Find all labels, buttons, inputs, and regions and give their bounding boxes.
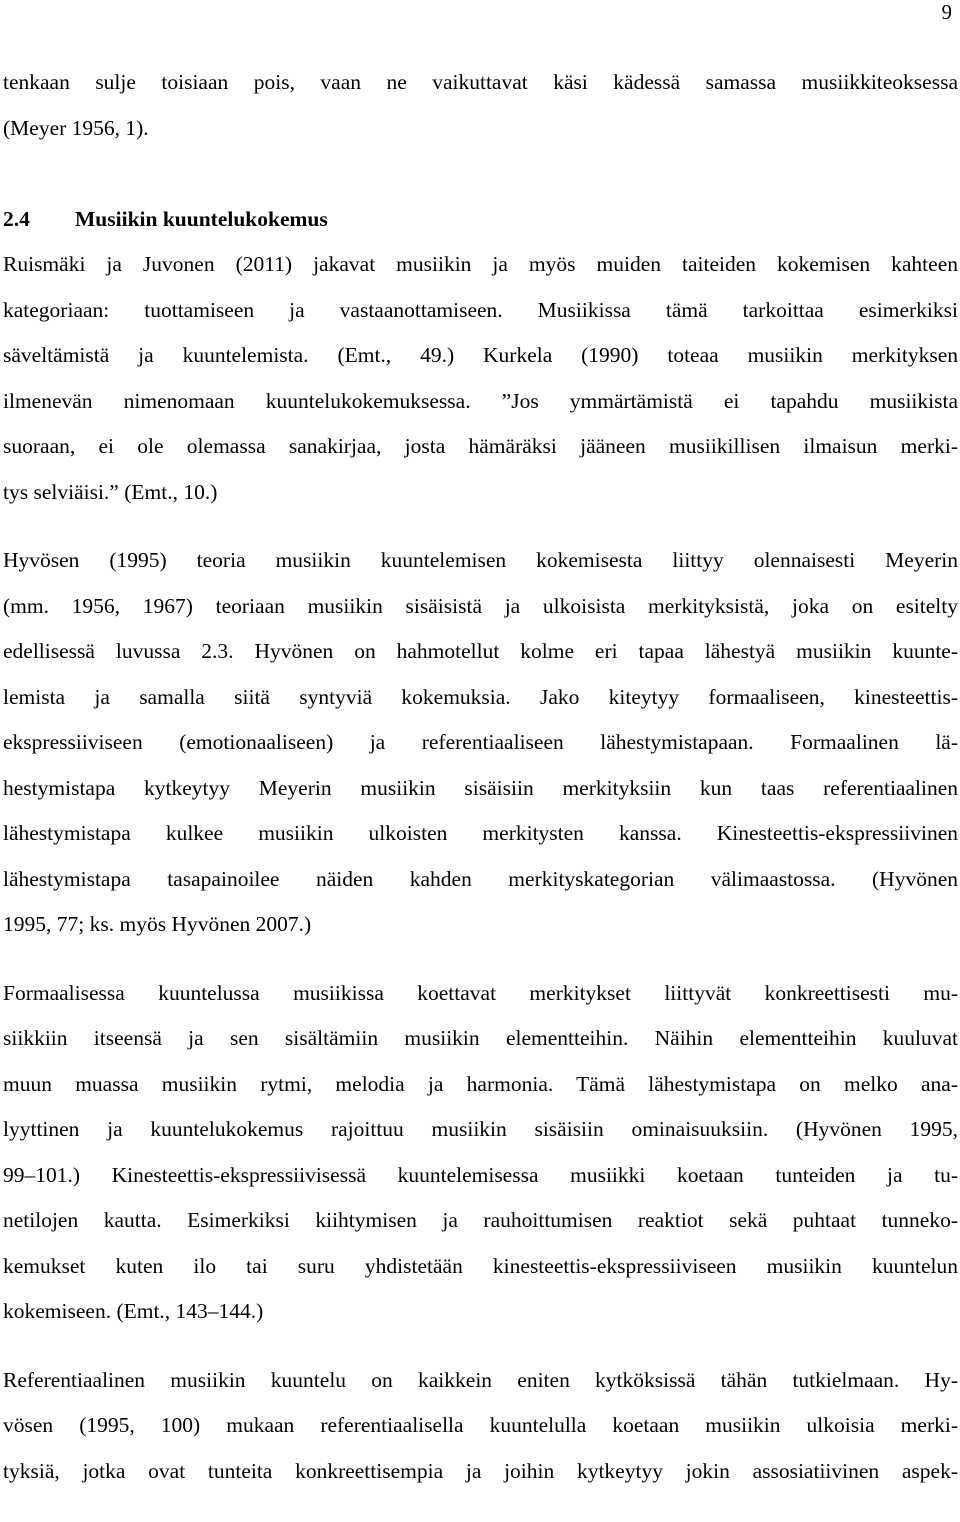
text-line: netilojen kautta. Esimerkiksi kiihtymisen ja rauhoittumisen reaktiot sekä puhtaat tunneko- — [3, 1208, 958, 1232]
text-line: tenkaan sulje toisiaan pois, vaan ne vaikuttavat käsi kädessä samassa musiikkiteoksessa — [3, 70, 958, 94]
text-line: Formaalisessa kuuntelussa musiikissa koettavat merkitykset liittyvät konkreettisesti mu- — [3, 980, 958, 1005]
paragraph-gap — [3, 151, 958, 197]
paragraph-4 — [3, 1358, 958, 1495]
text-line: suoraan, ei ole olemassa sanakirjaa, josta hämäräksi jääneen musiikillisen ilmaisun merki- — [3, 434, 958, 458]
text-line: tyksiä, jotka ovat tunteita konkreettisempia ja joihin kytkeytyy jokin assosiatiivinen aspek- — [3, 1458, 958, 1483]
text-line: lähestymistapa kulkee musiikin ulkoisten merkitysten kanssa. Kinesteettis-ekspressiivinen — [3, 821, 958, 845]
paragraph-gap — [3, 1335, 958, 1358]
page-body — [3, 60, 958, 1494]
text-line: lyyttinen ja kuuntelukokemus rajoittuu musiikin sisäisiin ominaisuuksiin. (Hyvönen 1995, — [3, 1117, 958, 1141]
text-line: Referentiaalinen musiikin kuuntelu on kaikkein eniten kytköksissä tähän tutkielmaan. Hy- — [3, 1367, 958, 1392]
text-line: tys selviäisi.” (Emt., 10.) — [3, 479, 218, 504]
text-line: vösen (1995, 100) mukaan referentiaalisella kuuntelulla koetaan musiikin ulkoisia merki- — [3, 1413, 958, 1437]
text-line: lemista ja samalla siitä syntyviä kokemuksia. Jako kiteytyy formaaliseen, kinesteettis- — [3, 684, 958, 709]
paragraph-2 — [3, 538, 958, 948]
text-line: ekspressiiviseen (emotionaaliseen) ja referentiaaliseen lähestymistapaan. Formaalinen lä- — [3, 730, 958, 754]
text-line: (Meyer 1956, 1). — [3, 115, 149, 140]
text-line: (mm. 1956, 1967) teoriaan musiikin sisäisistä ja ulkoisista merkityksistä, joka on esitelty — [3, 593, 958, 618]
text-line: kokemiseen. (Emt., 143–144.) — [3, 1299, 264, 1323]
text-line: edellisessä luvussa 2.3. Hyvönen on hahmotellut kolme eri tapaa lähestyä musiikin kuunte- — [3, 639, 958, 663]
text-line: säveltämistä ja kuuntelemista. (Emt., 49.) Kurkela (1990) toteaa musiikin merkityksen — [3, 343, 958, 367]
text-line: kemukset kuten ilo tai suru yhdistetään kinesteettis-ekspressiiviseen musiikin kuuntelun — [3, 1253, 958, 1278]
section-heading — [3, 197, 958, 243]
text-line: kategoriaan: tuottamiseen ja vastaanottamiseen. Musiikissa tämä tarkoittaa esimerkiksi — [3, 297, 958, 322]
page-number: 9 — [941, 0, 952, 24]
text-line: ilmenevän nimenomaan kuuntelukokemuksessa. ”Jos ymmärtämistä ei tapahdu musiikista — [3, 388, 958, 413]
text-line: hestymistapa kytkeytyy Meyerin musiikin sisäisiin merkityksiin kun taas referentiaalinen — [3, 775, 958, 800]
paragraph-3 — [3, 971, 958, 1335]
text-line: Ruismäki ja Juvonen (2011) jakavat musiikin ja myös muiden taiteiden kokemisen kahteen — [3, 252, 958, 276]
paragraph-gap — [3, 948, 958, 971]
text-line: 1995, 77; ks. myös Hyvönen 2007.) — [3, 912, 312, 936]
paragraph-gap — [3, 515, 958, 538]
text-line: muun muassa musiikin rytmi, melodia ja harmonia. Tämä lähestymistapa on melko ana- — [3, 1071, 958, 1096]
section-number: 2.4 — [3, 206, 30, 231]
text-line: lähestymistapa tasapainoilee näiden kahden merkityskategorian välimaastossa. (Hyvönen — [3, 866, 958, 891]
text-line: 99–101.) Kinesteettis-ekspressiivisessä kuuntelemisessa musiikki koetaan tunteiden ja tu- — [3, 1162, 958, 1187]
intro-paragraph — [3, 60, 958, 151]
paragraph-1 — [3, 242, 958, 515]
text-line: siikkiin itseensä ja sen sisältämiin musiikin elementteihin. Näihin elementteihin kuuluvat — [3, 1026, 958, 1050]
section-title: Musiikin kuuntelukokemus — [75, 206, 328, 231]
text-line: Hyvösen (1995) teoria musiikin kuuntelemisen kokemisesta liittyy olennaisesti Meyerin — [3, 548, 958, 572]
